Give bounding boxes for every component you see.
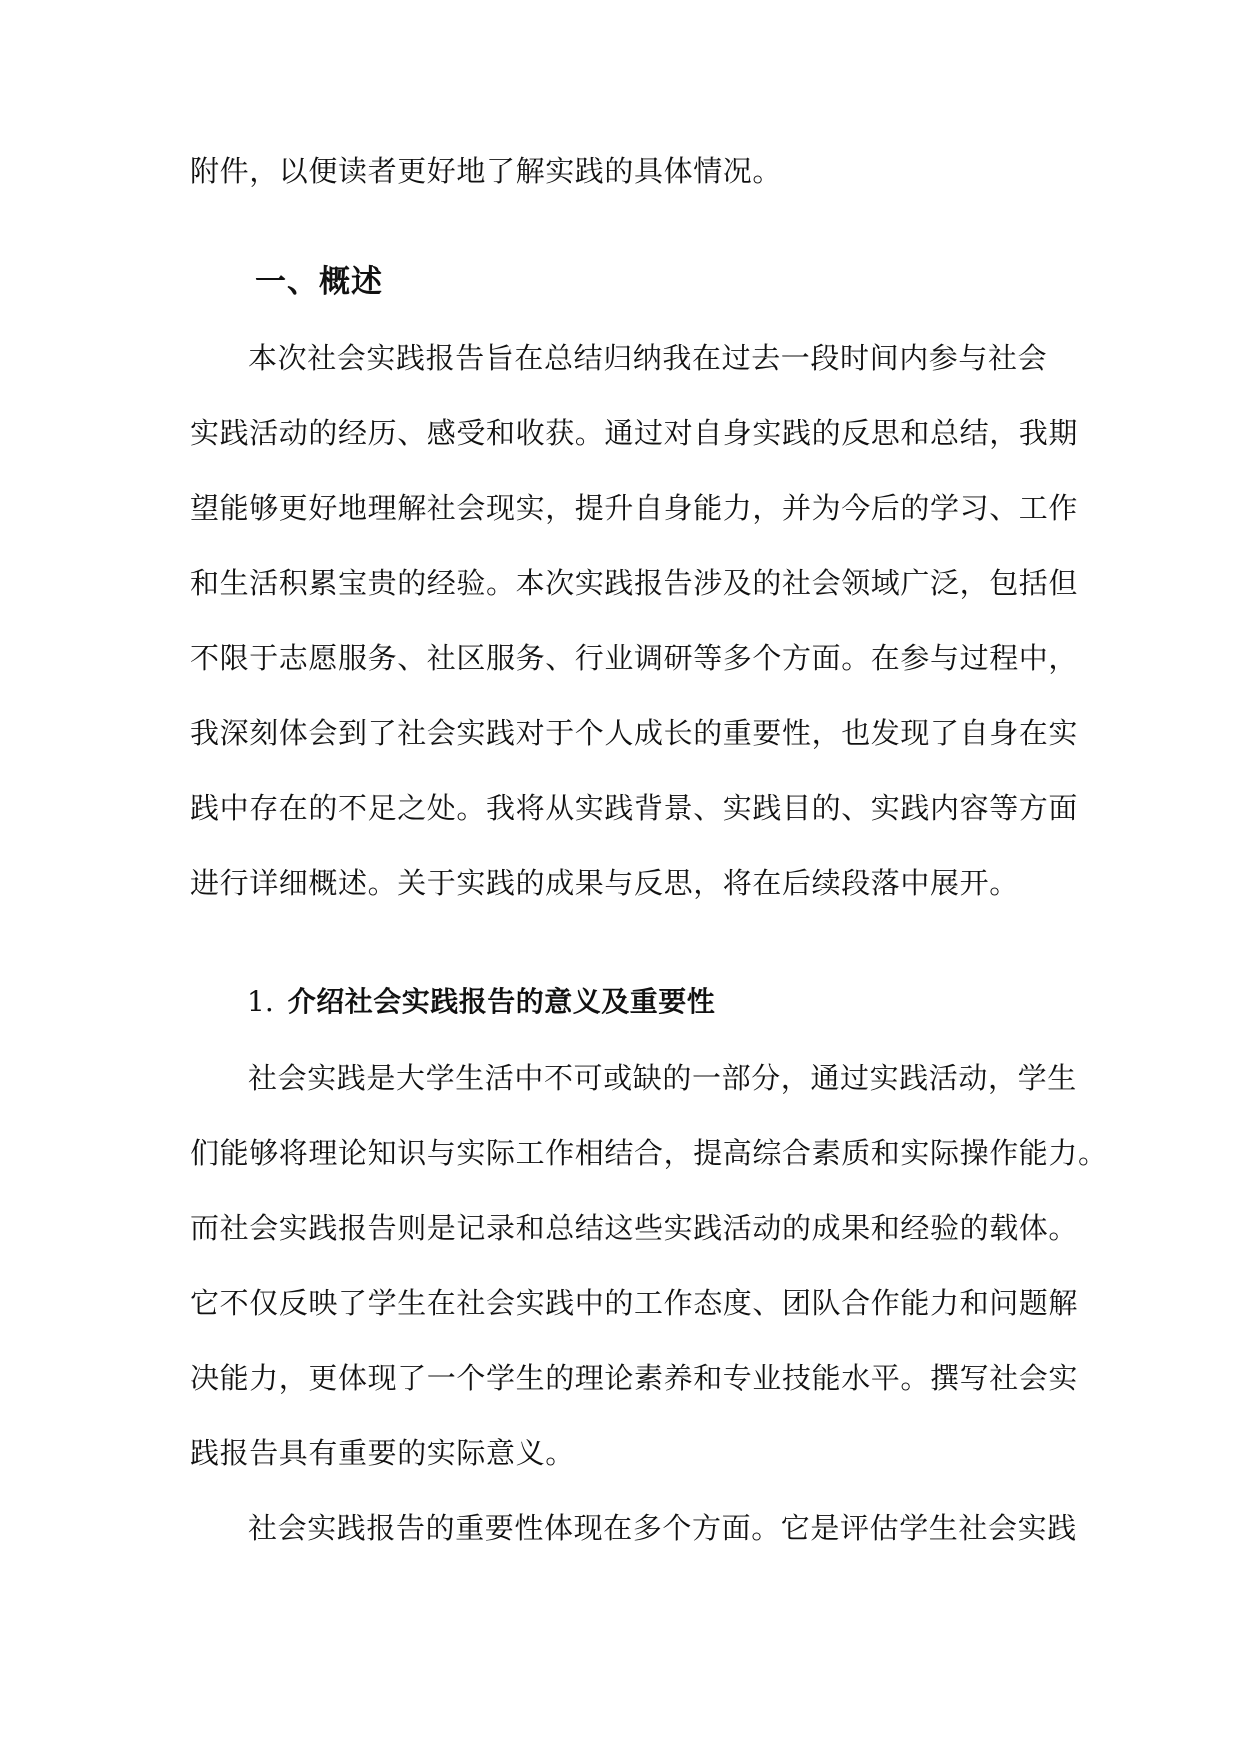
subsection-number: 1. <box>247 985 274 1018</box>
section-heading: 一、概述 <box>255 264 383 300</box>
paragraph-line: 不限于志愿服务、社区服务、行业调研等多个方面。在参与过程中， <box>190 641 1079 675</box>
intro-tail-line: 附件，以便读者更好地了解实践的具体情况。 <box>190 154 783 188</box>
paragraph-line: 社会实践是大学生活中不可或缺的一部分，通过实践活动，学生 <box>248 1061 1077 1095</box>
paragraph-line: 进行详细概述。关于实践的成果与反思，将在后续段落中展开。 <box>190 866 1019 900</box>
paragraph-line: 决能力，更体现了一个学生的理论素养和专业技能水平。撰写社会实 <box>190 1361 1079 1395</box>
paragraph-line: 实践活动的经历、感受和收获。通过对自身实践的反思和总结，我期 <box>190 416 1079 450</box>
paragraph-line: 而社会实践报告则是记录和总结这些实践活动的成果和经验的载体。 <box>190 1211 1079 1245</box>
paragraph-line: 它不仅反映了学生在社会实践中的工作态度、团队合作能力和问题解 <box>190 1286 1079 1320</box>
paragraph-line: 践报告具有重要的实际意义。 <box>190 1436 575 1470</box>
subsection-title: 介绍社会实践报告的意义及重要性 <box>287 985 716 1018</box>
paragraph-line: 望能够更好地理解社会现实，提升自身能力，并为今后的学习、工作 <box>190 491 1079 525</box>
paragraph-line: 们能够将理论知识与实际工作相结合，提高综合素质和实际操作能力。 <box>190 1136 1108 1170</box>
paragraph-line: 践中存在的不足之处。我将从实践背景、实践目的、实践内容等方面 <box>190 791 1079 825</box>
paragraph-line: 我深刻体会到了社会实践对于个人成长的重要性，也发现了自身在实 <box>190 716 1079 750</box>
paragraph-line: 社会实践报告的重要性体现在多个方面。它是评估学生社会实践 <box>248 1511 1077 1545</box>
subsection-heading <box>247 982 715 1022</box>
paragraph-line: 本次社会实践报告旨在总结归纳我在过去一段时间内参与社会 <box>248 341 1048 375</box>
paragraph-line: 和生活积累宝贵的经验。本次实践报告涉及的社会领域广泛，包括但 <box>190 566 1079 600</box>
